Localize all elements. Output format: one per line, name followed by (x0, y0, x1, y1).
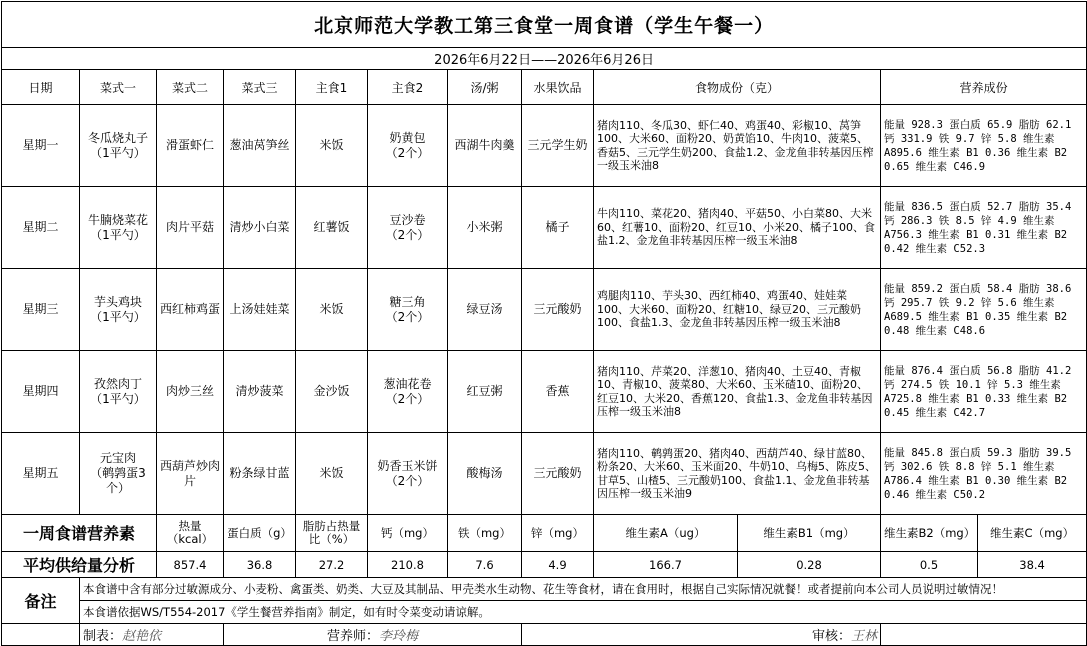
dietitian-signature (224, 624, 522, 646)
notes-allergen-text: 本食谱中含有部分过敏源成分、小麦粉、禽蛋类、奶类、大豆及其制品、甲壳类水生动物、花生等食材，请在食用时，根据自己实际情况就餐！或者提前向本公司人员说明过敏情况！ (80, 578, 1087, 601)
dish1-note: （1平勺） (90, 145, 146, 160)
dish1-cell (80, 269, 157, 351)
date-range: 2026年6月22日——2026年6月26日 (2, 48, 1087, 70)
soup-cell: 西湖牛肉羹 (448, 105, 522, 187)
staple1-cell: 米饭 (296, 433, 368, 515)
fruit-cell: 三元酸奶 (522, 433, 594, 515)
weekly-nutrition-header-row (2, 515, 1087, 552)
staple1-cell: 米饭 (296, 105, 368, 187)
header-row (2, 70, 1087, 105)
fruit-cell: 三元酸奶 (522, 269, 594, 351)
nutrition-cell: 能量 836.5 蛋白质 52.7 脂肪 35.4 钙 286.3 铁 8.5 锌 4.9 维生素A756.3 维生素 B1 0.31 维生素 B2 0.42 维生素 C52.3 (881, 187, 1087, 269)
average-value: 36.8 (224, 552, 296, 578)
header-staple2: 主食2 (368, 70, 448, 105)
notes-row (2, 578, 1087, 601)
soup-cell: 绿豆汤 (448, 269, 522, 351)
notes-standard-text: 本食谱依据WS/T554-2017《学生餐营养指南》制定，如有时令菜变动请谅解。 (80, 601, 1087, 624)
weekly-nutrition-label: 一周食谱营养素 (2, 515, 157, 552)
header-fruit: 水果饮品 (522, 70, 594, 105)
table-row (2, 433, 1087, 515)
staple2-note: （2个） (385, 391, 430, 406)
dish3-cell: 清炒小白菜 (224, 187, 296, 269)
weekly-menu-table (1, 1, 1087, 646)
staple2-name: 葱油花卷 (383, 376, 432, 391)
average-value: 210.8 (368, 552, 448, 578)
dish1-name: 芋头鸡块 (93, 294, 142, 309)
dish1-name: 元宝肉 (99, 451, 136, 465)
dish1-name: 冬瓜烧丸子 (87, 130, 148, 145)
staple2-cell (368, 269, 448, 351)
table-row (2, 105, 1087, 187)
dish1-note: （鹌鹑蛋3个） (90, 466, 146, 495)
average-value: 4.9 (522, 552, 594, 578)
header-dish2: 菜式二 (157, 70, 224, 105)
nutrient-header-vitamin-b1: 维生素B1（mg） (738, 515, 881, 552)
header-dish1: 菜式一 (80, 70, 157, 105)
nutrition-cell: 能量 928.3 蛋白质 65.9 脂肪 62.1 钙 331.9 铁 9.7 锌 5.8 维生素A895.6 维生素 B1 0.36 维生素 B2 0.65 维生素 C46.9 (881, 105, 1087, 187)
header-nutrition: 营养成份 (881, 70, 1087, 105)
dish1-note: （1平勺） (90, 227, 146, 242)
staple2-note: （2个） (385, 227, 430, 242)
ingredients-cell: 猪肉110、鹌鹑蛋20、猪肉40、西葫芦40、绿甘蓝80、粉条20、大米60、玉米面20、牛奶10、乌梅5、陈皮5、甘草5、山楂5、三元酸奶100、食盐1.1、金龙鱼非转基因压榨一级玉米油9 (594, 433, 881, 515)
maker-signature (80, 624, 224, 646)
header-soup: 汤/粥 (448, 70, 522, 105)
soup-cell: 红豆粥 (448, 351, 522, 433)
notes-row (2, 601, 1087, 624)
average-value: 27.2 (296, 552, 368, 578)
nutrient-header-vitamin-b2: 维生素B2（mg） (881, 515, 978, 552)
nutrient-header-vitamin-c: 维生素C（mg） (978, 515, 1087, 552)
soup-cell: 酸梅汤 (448, 433, 522, 515)
ingredients-cell: 牛肉110、菜花20、猪肉40、平菇50、小白菜80、大米60、红薯10、面粉20、红豆10、小米20、橘子100、食盐1.2、金龙鱼非转基因压榨一级玉米油8 (594, 187, 881, 269)
ingredients-cell: 猪肉110、芹菜20、洋葱10、猪肉40、土豆40、青椒10、青椒10、菠菜80、大米60、玉米碴10、面粉20、红豆10、大米20、香蕉120、食盐1.3、金龙鱼非转基因压榨一级玉米油8 (594, 351, 881, 433)
reviewer-signature (522, 624, 881, 646)
ingredients-cell: 鸡腿肉110、芋头30、西红柿40、鸡蛋40、娃娃菜100、大米60、面粉20、红糖10、绿豆20、三元酸奶100、食盐1.3、金龙鱼非转基因压榨一级玉米油8 (594, 269, 881, 351)
nutrition-cell: 能量 859.2 蛋白质 58.4 脂肪 38.6 钙 295.7 铁 9.2 锌 5.6 维生素A689.5 维生素 B1 0.35 维生素 B2 0.48 维生素 C48.6 (881, 269, 1087, 351)
staple2-cell (368, 105, 448, 187)
staple2-name: 豆沙卷 (389, 212, 426, 227)
dish1-note: （1平勺） (90, 391, 146, 406)
dish2-cell: 西葫芦炒肉片 (157, 433, 224, 515)
day-label: 星期二 (2, 187, 80, 269)
table-row (2, 269, 1087, 351)
staple2-note: （2个） (385, 309, 430, 324)
nutrient-header-energy: 热量（kcal） (157, 515, 224, 552)
fruit-cell: 三元学生奶 (522, 105, 594, 187)
dish2-cell: 肉炒三丝 (157, 351, 224, 433)
nutrient-header-vitamin-a: 维生素A（ug） (594, 515, 738, 552)
dish3-cell: 葱油莴笋丝 (224, 105, 296, 187)
signature-row (2, 624, 1087, 646)
dish3-cell: 上汤娃娃菜 (224, 269, 296, 351)
average-value: 166.7 (594, 552, 738, 578)
staple2-name: 奶香玉米饼 (377, 458, 438, 473)
average-value: 857.4 (157, 552, 224, 578)
staple2-cell (368, 187, 448, 269)
dish1-cell (80, 187, 157, 269)
reviewer-label: 审核： (811, 629, 851, 644)
staple1-cell: 米饭 (296, 269, 368, 351)
dish1-note: （1平勺） (90, 309, 146, 324)
reviewer-name: 王林 (850, 629, 877, 644)
nutrient-header-calcium: 钙（mg） (368, 515, 448, 552)
day-label: 星期五 (2, 433, 80, 515)
fruit-cell: 橘子 (522, 187, 594, 269)
dish2-cell: 肉片平菇 (157, 187, 224, 269)
page-title: 北京师范大学教工第三食堂一周食谱（学生午餐一） (2, 2, 1087, 48)
table-row (2, 187, 1087, 269)
dietitian-label: 营养师： (326, 629, 379, 644)
dish3-cell: 粉条绿甘蓝 (224, 433, 296, 515)
staple1-cell: 红薯饭 (296, 187, 368, 269)
maker-name: 赵艳依 (122, 629, 162, 644)
staple2-note: （2个） (385, 145, 430, 160)
average-value: 0.5 (881, 552, 978, 578)
dish2-cell: 滑蛋虾仁 (157, 105, 224, 187)
average-supply-row (2, 552, 1087, 578)
nutrient-header-protein: 蛋白质（g） (224, 515, 296, 552)
header-staple1: 主食1 (296, 70, 368, 105)
staple2-name: 糖三角 (389, 294, 426, 309)
average-value: 7.6 (448, 552, 522, 578)
maker-label: 制表： (83, 629, 123, 644)
staple2-name: 奶黄包 (389, 130, 426, 145)
dish1-name: 牛腩烧菜花 (87, 212, 148, 227)
dish2-cell: 西红柿鸡蛋 (157, 269, 224, 351)
staple1-cell: 金沙饭 (296, 351, 368, 433)
nutrition-cell: 能量 845.8 蛋白质 59.3 脂肪 39.5 钙 302.6 铁 8.8 锌 5.1 维生素A786.4 维生素 B1 0.30 维生素 B2 0.46 维生素 C50.2 (881, 433, 1087, 515)
staple2-note: （2个） (385, 473, 430, 488)
day-label: 星期四 (2, 351, 80, 433)
average-value: 38.4 (978, 552, 1087, 578)
day-label: 星期三 (2, 269, 80, 351)
dish1-name: 孜然肉丁 (93, 376, 142, 391)
header-dish3: 菜式三 (224, 70, 296, 105)
dish3-cell: 清炒菠菜 (224, 351, 296, 433)
header-date: 日期 (2, 70, 80, 105)
nutrient-header-iron: 铁（mg） (448, 515, 522, 552)
average-supply-label: 平均供给量分析 (2, 552, 157, 578)
ingredients-cell: 猪肉110、冬瓜30、虾仁40、鸡蛋40、彩椒10、莴笋100、大米60、面粉20、奶黄馅10、牛肉10、菠菜5、香菇5、三元学生奶200、食盐1.2、金龙鱼非转基因压榨一级玉米油8 (594, 105, 881, 187)
staple2-cell (368, 351, 448, 433)
nutrient-header-fat-ratio: 脂肪占热量比（%） (296, 515, 368, 552)
dish1-cell (80, 351, 157, 433)
dish1-cell (80, 105, 157, 187)
average-value: 0.28 (738, 552, 881, 578)
header-ingredients: 食物成份（克） (594, 70, 881, 105)
day-label: 星期一 (2, 105, 80, 187)
staple2-cell (368, 433, 448, 515)
soup-cell: 小米粥 (448, 187, 522, 269)
notes-label: 备注 (2, 578, 80, 624)
dietitian-name: 李玲梅 (379, 629, 419, 644)
fruit-cell: 香蕉 (522, 351, 594, 433)
dish1-cell (80, 433, 157, 515)
nutrient-header-zinc: 锌（mg） (522, 515, 594, 552)
nutrition-cell: 能量 876.4 蛋白质 56.8 脂肪 41.2 钙 274.5 铁 10.1 锌 5.3 维生素A725.8 维生素 B1 0.33 维生素 B2 0.45 维生素 C42.7 (881, 351, 1087, 433)
table-row (2, 351, 1087, 433)
